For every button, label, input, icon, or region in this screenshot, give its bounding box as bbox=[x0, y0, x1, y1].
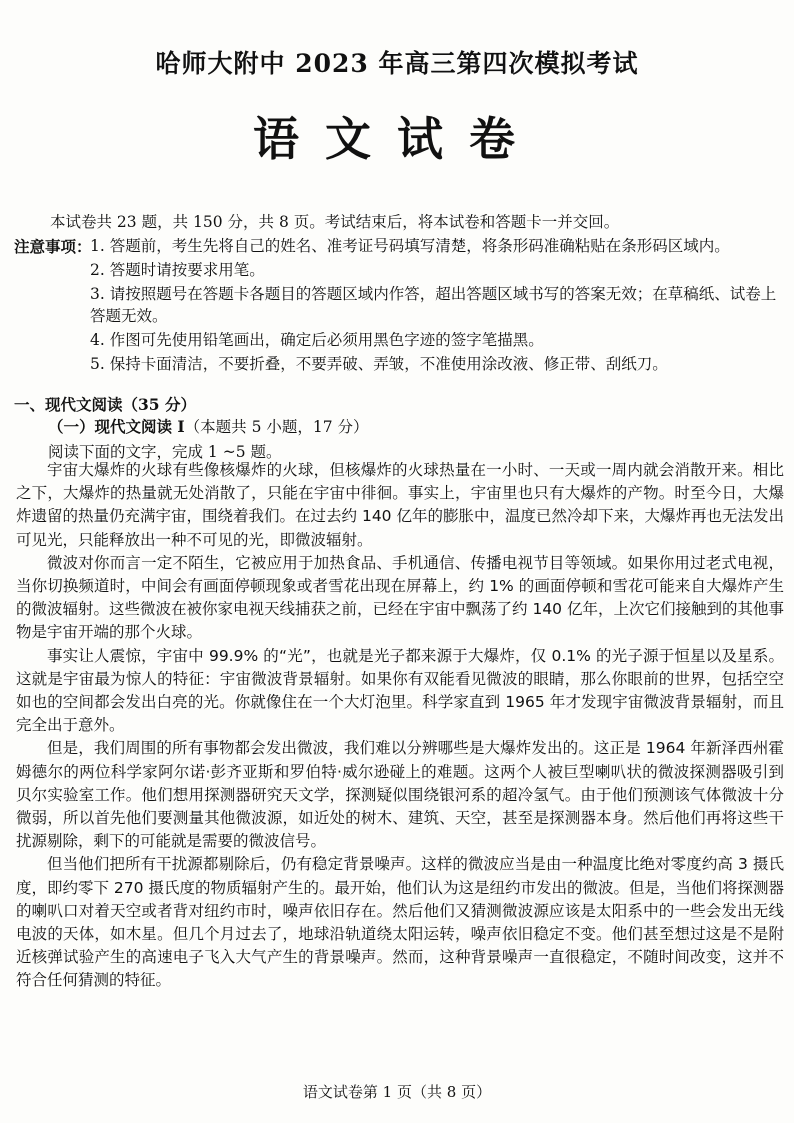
passage-paragraph: 事实让人震惊，宇宙中 99.9% 的“光”，也就是光子都来源于大爆炸，仅 0.1% 的光子源于恒星以及星系。这就是宇宙最为惊人的特征：宇宙微波背景辐射。如果你有双能看见微波的眼睛，那么你眼前的世界，包括空空如也的空间都会发出白亮的光。你就像住在一个大灯泡里。科学家直到 1965 年才发现宇宙微波背景辐射，而且完全出于意外。 bbox=[16, 646, 784, 735]
passage-paragraph: 微波对你而言一定不陌生，它被应用于加热食品、手机通信、传播电视节目等领域。如果你用过老式电视，当你切换频道时，中间会有画面停顿现象或者雪花出现在屏幕上，约 1% 的画面停顿和雪花可能来自大爆炸产生的微波辐射。这些微波在被你家电视天线捕获之前，已经在宇宙中飘荡了约 140 亿年，上次它们接触到的其他事物是宇宙开端的那个火球。 bbox=[16, 553, 784, 642]
notice-item: 5. 保持卡面清洁，不要折叠，不要弄破、弄皱，不准使用涂改液、修正带、刮纸刀。 bbox=[90, 355, 668, 373]
notice-label: 注意事项： bbox=[14, 237, 92, 256]
reading-passage bbox=[16, 459, 784, 993]
notice-item: 1. 答题前，考生先将自己的姓名、准考证号码填写清楚，将条形码准确粘贴在条形码区域内。 bbox=[90, 237, 730, 255]
subsection-heading bbox=[48, 415, 369, 437]
page-footer: 语文试卷第 1 页（共 8 页） bbox=[302, 1083, 492, 1101]
exam-title: 哈师大附中 2023 年高三第四次模拟考试 bbox=[155, 49, 639, 78]
section-heading: 一、现代文阅读（35 分） bbox=[14, 395, 196, 414]
notice-item: 2. 答题时请按要求用笔。 bbox=[90, 261, 265, 279]
passage-paragraph: 但当他们把所有干扰源都剔除后，仍有稳定背景噪声。这样的微波应当是由一种温度比绝对零度约高 3 摄氏度，即约零下 270 摄氏度的物质辐射产生的。最开始，他们认为这是纽约市发出的微波。但是，当他们将探测器的喇叭口对着天空或者背对纽约市时，噪声依旧存在。然后他们又猜测微波源应该是太阳系中的一些会发出无线电波的天体，如木星。但几个月过去了，地球沿轨道绕太阳运转，噪声依旧稳定不变。他们甚至想过这是不是附近核弹试验产生的高速电子飞入大气产生的背景噪声。然而，这种背景噪声一直很稳定，不随时间改变，这并不符合任何猜测的特征。 bbox=[16, 855, 784, 990]
passage-paragraph: 但是，我们周围的所有事物都会发出微波，我们难以分辨哪些是大爆炸发出的。这正是 1964 年新泽西州霍姆德尔的两位科学家阿尔诺·彭齐亚斯和罗伯特·威尔逊碰上的难题。这两个人被巨型喇叭状的微波探测器吸引到贝尔实验室工作。他们想用探测器研究天文学，探测疑似围绕银河系的超冷氢气。由于他们预测该气体微波十分微弱，所以首先他们要测量其他微波源，如近处的树木、建筑、天空，甚至是探测器本身。然后他们再将这些干扰源剔除，剩下的可能就是需要的微波信号。 bbox=[16, 739, 784, 851]
subject-title: 语文试卷 bbox=[253, 112, 541, 166]
notice-item: 3. 请按照题号在答题卡各题目的答题区域内作答，超出答题区域书写的答案无效；在草稿纸、试卷上答题无效。 bbox=[90, 285, 777, 325]
subsection-title: （一）现代文阅读 I bbox=[48, 417, 185, 436]
passage-paragraph: 宇宙大爆炸的火球有些像核爆炸的火球，但核爆炸的火球热量在一小时、一天或一周内就会消散开来。相比之下，大爆炸的热量就无处消散了，只能在宇宙中徘徊。事实上，宇宙里也只有大爆炸的产物。时至今日，大爆炸遗留的热量仍充满宇宙，围绕着我们。在过去约 140 亿年的膨胀中，温度已然冷却下来，大爆炸再也无法发出可见光，只能释放出一种不可见的光，即微波辐射。 bbox=[16, 461, 784, 549]
notice-item: 4. 作图可先使用铅笔画出，确定后必须用黑色字迹的签字笔描黑。 bbox=[90, 331, 544, 349]
reading-instruction: 阅读下面的文字，完成 1 ~5 题。 bbox=[48, 443, 282, 461]
exam-intro: 本试卷共 23 题，共 150 分，共 8 页。考试结束后，将本试卷和答题卡一并交回。 bbox=[50, 213, 620, 231]
subsection-note: （本题共 5 小题，17 分） bbox=[184, 418, 369, 436]
